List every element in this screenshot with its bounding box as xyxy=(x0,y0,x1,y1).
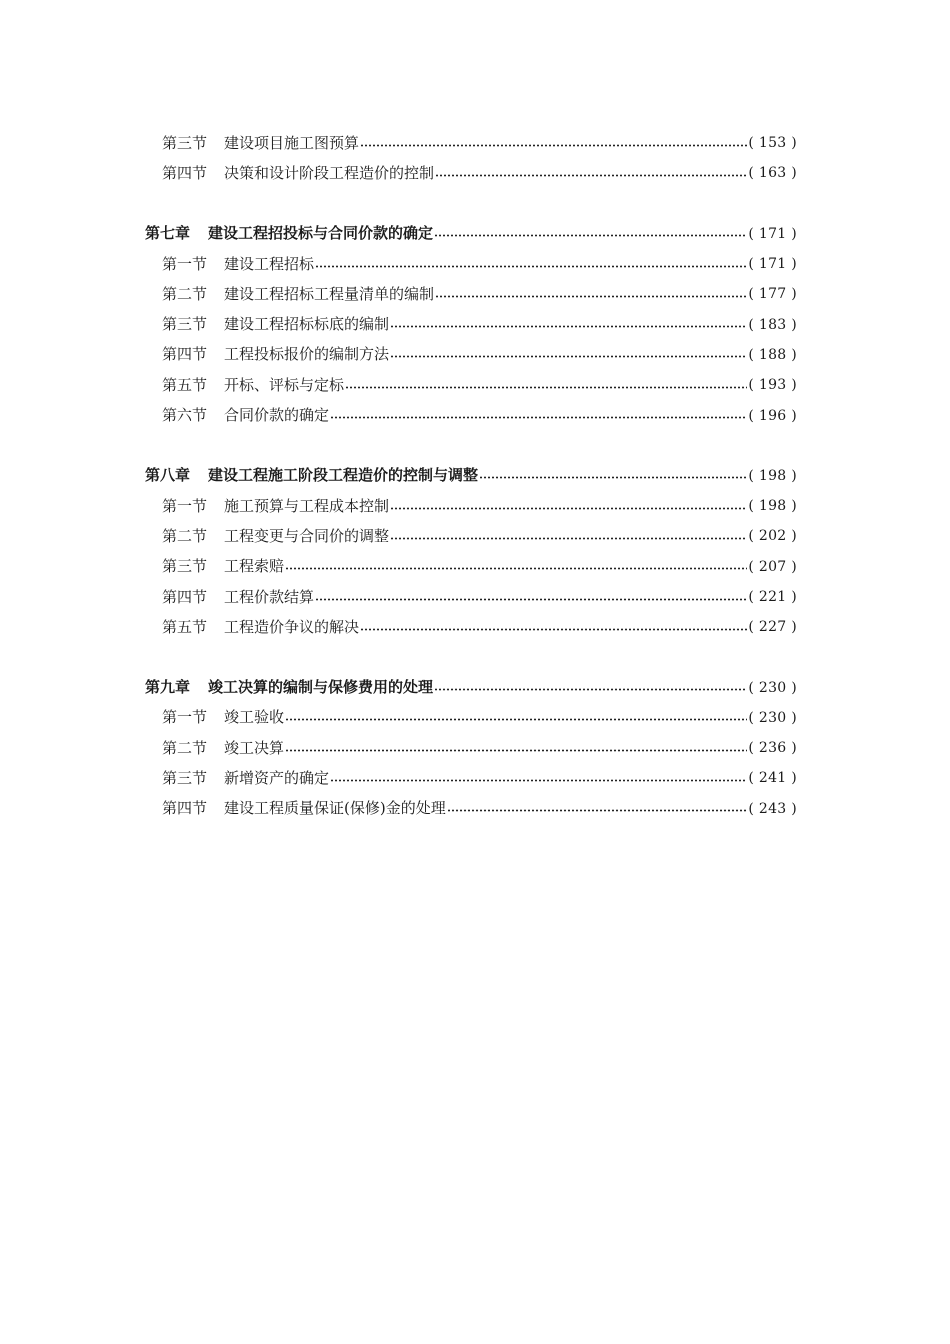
section-title: 建设工程招标工程量清单的编制 xyxy=(224,284,435,303)
section-number: 第一节 xyxy=(162,708,208,727)
section-number: 第二节 xyxy=(162,526,208,545)
toc-group xyxy=(145,128,797,189)
section-number: 第三节 xyxy=(162,768,208,787)
dot-leader xyxy=(479,476,747,479)
toc-section-entry[interactable] xyxy=(145,340,797,370)
section-title: 工程索赔 xyxy=(224,557,285,576)
section-title: 建设项目施工图预算 xyxy=(224,133,360,152)
dot-leader xyxy=(435,295,747,298)
section-title: 开标、评标与定标 xyxy=(224,375,345,394)
section-number: 第三节 xyxy=(162,557,208,576)
dot-leader xyxy=(315,598,747,601)
dot-leader xyxy=(390,355,747,358)
section-title: 工程造价争议的解决 xyxy=(224,617,360,636)
chapter-title: 建设工程招投标与合同价款的确定 xyxy=(208,224,434,243)
page-number: ( 196 ) xyxy=(748,407,797,424)
dot-leader xyxy=(285,718,747,721)
section-number: 第六节 xyxy=(162,406,208,425)
page-number: ( 243 ) xyxy=(748,800,797,817)
page-number: ( 207 ) xyxy=(748,558,797,575)
toc-section-entry[interactable] xyxy=(145,794,797,824)
section-number: 第四节 xyxy=(162,799,208,818)
toc-group xyxy=(145,672,797,823)
section-number: 第五节 xyxy=(162,617,208,636)
page-number: ( 230 ) xyxy=(748,679,797,696)
section-title: 合同价款的确定 xyxy=(224,406,330,425)
page-number: ( 198 ) xyxy=(748,498,797,515)
toc-section-entry[interactable] xyxy=(145,612,797,642)
dot-leader xyxy=(285,749,747,752)
toc-section-entry[interactable] xyxy=(145,370,797,400)
section-title: 建设工程招标 xyxy=(224,254,315,273)
section-title: 新增资产的确定 xyxy=(224,768,330,787)
toc-section-entry[interactable] xyxy=(145,521,797,551)
page-number: ( 193 ) xyxy=(748,377,797,394)
section-number: 第四节 xyxy=(162,345,208,364)
toc-section-entry[interactable] xyxy=(145,703,797,733)
toc-group xyxy=(145,461,797,643)
toc-section-entry[interactable] xyxy=(145,249,797,279)
page-number: ( 171 ) xyxy=(748,225,797,242)
section-number: 第二节 xyxy=(162,284,208,303)
dot-leader xyxy=(390,537,747,540)
page-number: ( 177 ) xyxy=(748,286,797,303)
toc-section-entry[interactable] xyxy=(145,763,797,793)
dot-leader xyxy=(435,174,747,177)
dot-leader xyxy=(330,416,747,419)
section-title: 工程投标报价的编制方法 xyxy=(224,345,390,364)
section-number: 第四节 xyxy=(162,587,208,606)
page-number: ( 183 ) xyxy=(748,316,797,333)
dot-leader xyxy=(345,386,747,389)
section-title: 工程价款结算 xyxy=(224,587,315,606)
chapter-number: 第九章 xyxy=(145,678,191,697)
dot-leader xyxy=(390,507,747,510)
dot-leader xyxy=(360,628,747,631)
dot-leader xyxy=(390,325,747,328)
section-number: 第二节 xyxy=(162,738,208,757)
toc-section-entry[interactable] xyxy=(145,582,797,612)
toc-section-entry[interactable] xyxy=(145,158,797,188)
section-title: 竣工决算 xyxy=(224,738,285,757)
dot-leader xyxy=(434,688,747,691)
dot-leader xyxy=(434,234,747,237)
toc-chapter-entry[interactable] xyxy=(145,219,797,249)
dot-leader xyxy=(330,779,747,782)
page-number: ( 198 ) xyxy=(748,467,797,484)
toc-chapter-entry[interactable] xyxy=(145,461,797,491)
toc-section-entry[interactable] xyxy=(145,400,797,430)
toc-section-entry[interactable] xyxy=(145,309,797,339)
section-number: 第五节 xyxy=(162,375,208,394)
toc-group xyxy=(145,219,797,431)
page-number: ( 227 ) xyxy=(748,619,797,636)
dot-leader xyxy=(315,265,747,268)
page-number: ( 188 ) xyxy=(748,346,797,363)
toc-section-entry[interactable] xyxy=(145,733,797,763)
section-title: 建设工程质量保证(保修)金的处理 xyxy=(224,799,446,818)
page-number: ( 153 ) xyxy=(748,135,797,152)
page-number: ( 221 ) xyxy=(748,589,797,605)
section-title: 施工预算与工程成本控制 xyxy=(224,496,390,515)
page-number: ( 202 ) xyxy=(748,528,797,545)
section-title: 建设工程招标标底的编制 xyxy=(224,315,390,334)
dot-leader xyxy=(285,567,747,570)
page-number: ( 171 ) xyxy=(748,256,797,273)
toc-section-entry[interactable] xyxy=(145,128,797,158)
page-number: ( 236 ) xyxy=(748,740,797,757)
toc-section-entry[interactable] xyxy=(145,279,797,309)
section-number: 第四节 xyxy=(162,163,208,182)
chapter-number: 第七章 xyxy=(145,224,191,243)
chapter-number: 第八章 xyxy=(145,466,191,485)
section-number: 第三节 xyxy=(162,315,208,334)
toc-section-entry[interactable] xyxy=(145,491,797,521)
dot-leader xyxy=(360,144,747,147)
section-number: 第一节 xyxy=(162,254,208,273)
section-title: 决策和设计阶段工程造价的控制 xyxy=(224,163,435,182)
page-number: ( 230 ) xyxy=(748,709,797,726)
toc-section-entry[interactable] xyxy=(145,552,797,582)
section-title: 竣工验收 xyxy=(224,708,285,727)
chapter-title: 竣工决算的编制与保修费用的处理 xyxy=(208,678,434,697)
page-number: ( 241 ) xyxy=(748,770,797,787)
page-number: ( 163 ) xyxy=(748,165,797,182)
section-title: 工程变更与合同价的调整 xyxy=(224,526,390,545)
toc-chapter-entry[interactable] xyxy=(145,672,797,702)
dot-leader xyxy=(447,809,748,812)
chapter-title: 建设工程施工阶段工程造价的控制与调整 xyxy=(208,466,479,485)
table-of-contents xyxy=(145,128,797,854)
section-number: 第一节 xyxy=(162,496,208,515)
section-number: 第三节 xyxy=(162,133,208,152)
